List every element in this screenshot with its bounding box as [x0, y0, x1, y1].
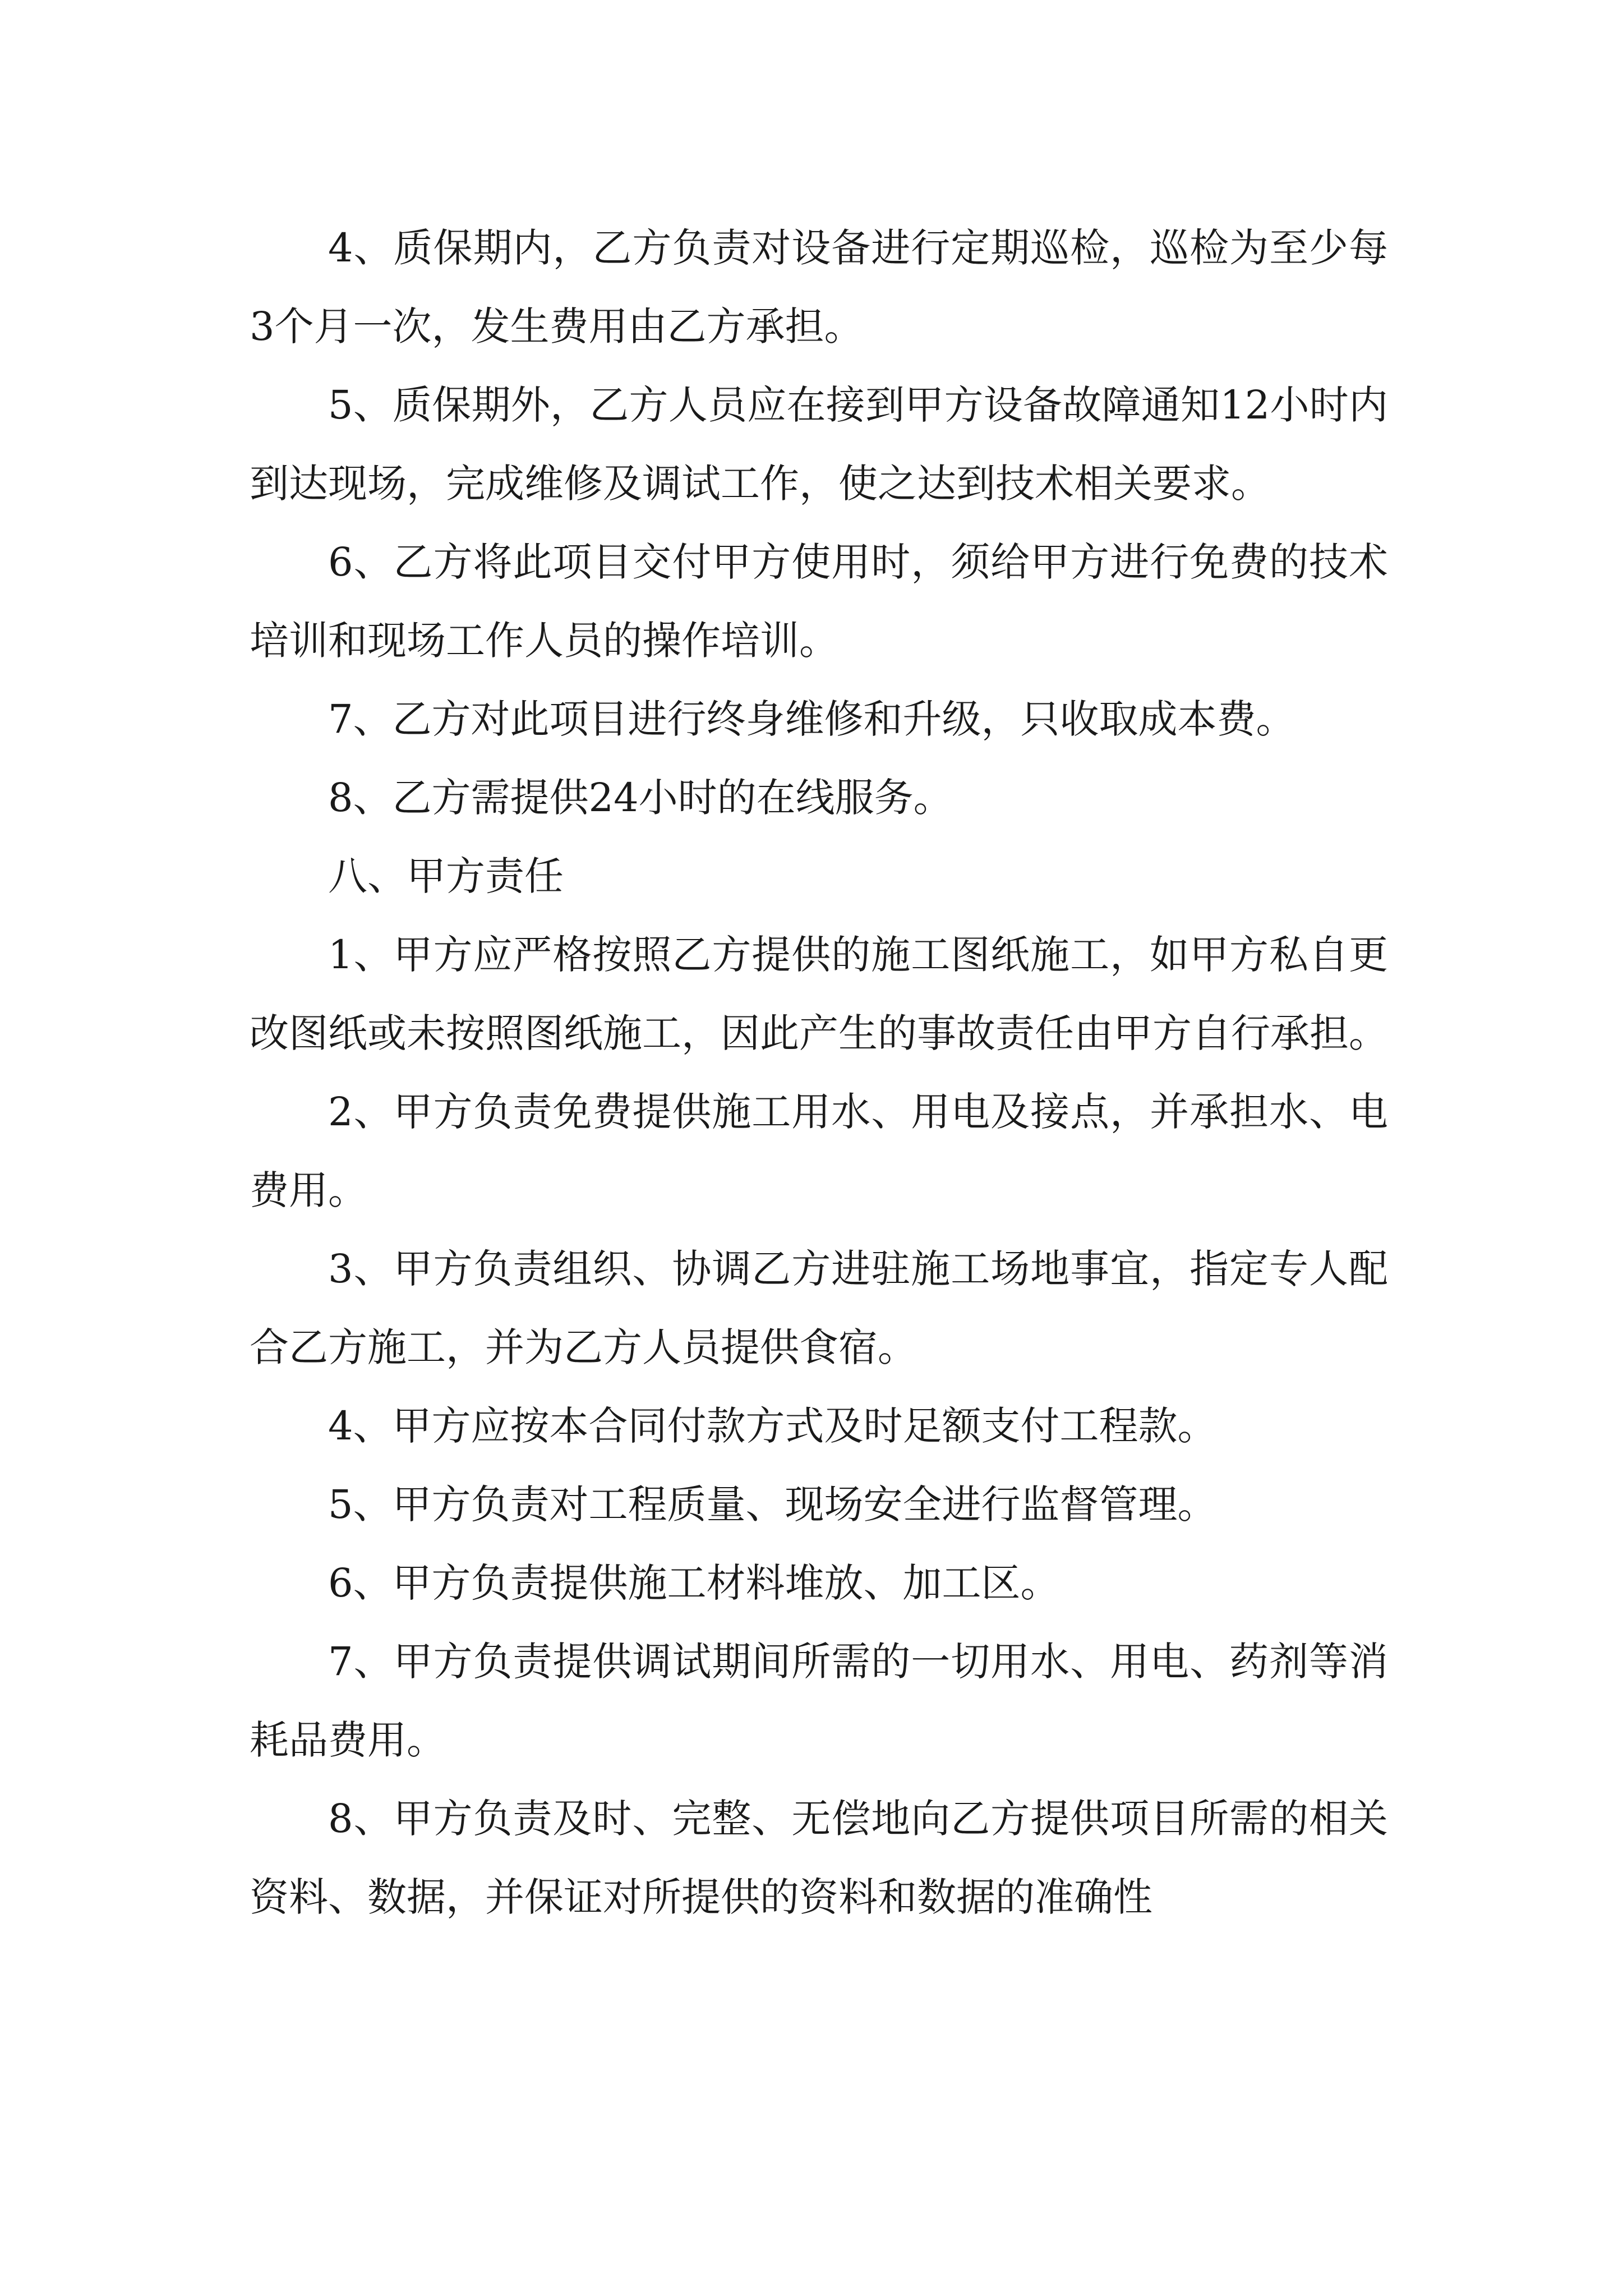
- section-heading-party-a-duties: 八、甲方责任: [328, 853, 564, 899]
- paragraph-consumables: 7、甲方负责提供调试期间所需的一切用水、用电、药剂等消耗品费用。: [250, 1639, 1388, 1763]
- paragraph-follow-drawings: 1、甲方应严格按照乙方提供的施工图纸施工，如甲方私自更改图纸或未按照图纸施工，因此产生的事故责任由甲方自行承担。: [250, 932, 1388, 1056]
- paragraph-site-coordination: 3、甲方负责组织、协调乙方进驻施工场地事宜，指定专人配合乙方施工，并为乙方人员提供食宿。: [250, 1246, 1388, 1370]
- document-body: [250, 209, 1388, 1936]
- paragraph-quality-supervision: 5、甲方负责对工程质量、现场安全进行监督管理。: [328, 1481, 1217, 1527]
- paragraph-material-storage: 6、甲方负责提供施工材料堆放、加工区。: [328, 1560, 1060, 1606]
- paragraph-payment: 4、甲方应按本合同付款方式及时足额支付工程款。: [328, 1403, 1217, 1449]
- paragraph-warranty-inspection: 4、质保期内，乙方负责对设备进行定期巡检，巡检为至少每3个月一次，发生费用由乙方承担。: [250, 225, 1388, 349]
- paragraph-lifetime-maintenance: 7、乙方对此项目进行终身维修和升级，只收取成本费。: [328, 696, 1295, 742]
- paragraph-water-power: 2、甲方负责免费提供施工用水、用电及接点，并承担水、电费用。: [250, 1089, 1388, 1213]
- paragraph-training: 6、乙方将此项目交付甲方使用时，须给甲方进行免费的技术培训和现场工作人员的操作培训。: [250, 539, 1388, 664]
- paragraph-online-service: 8、乙方需提供24小时的在线服务。: [328, 775, 953, 821]
- paragraph-post-warranty-repair: 5、质保期外，乙方人员应在接到甲方设备故障通知12小时内到达现场，完成维修及调试工作，使之达到技术相关要求。: [250, 382, 1388, 507]
- paragraph-provide-data: 8、甲方负责及时、完整、无偿地向乙方提供项目所需的相关资料、数据，并保证对所提供的资料和数据的准确性: [250, 1796, 1388, 1920]
